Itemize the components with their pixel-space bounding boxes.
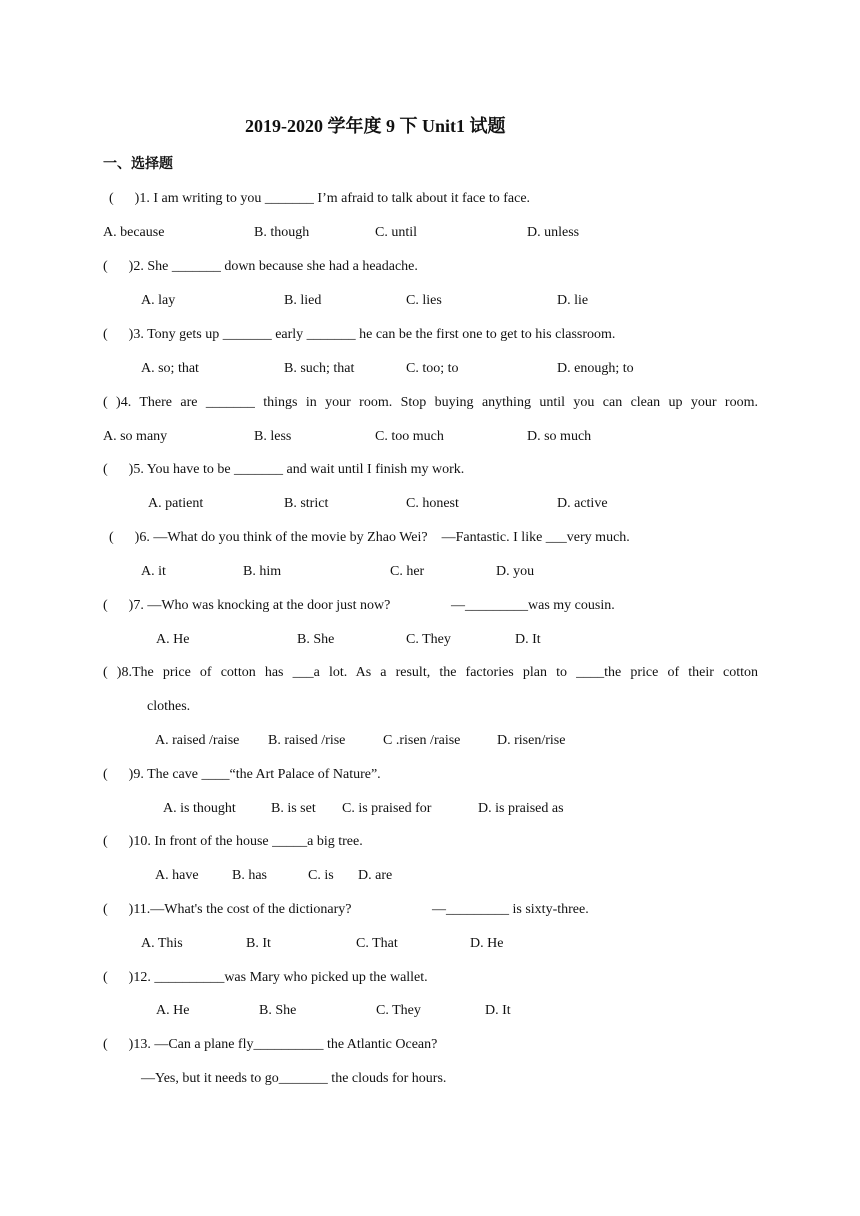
q6-option-d: D. you: [496, 564, 535, 579]
question-4: ( )4. There are _______ things in your room. Stop buying anything until you can clean up your room.: [103, 395, 758, 410]
q10-option-d: D. are: [358, 868, 393, 883]
question-7-reply: —_________was my cousin.: [451, 598, 615, 613]
question-1: ( )1. I am writing to you _______ I’m afraid to talk about it face to face.: [109, 191, 531, 206]
q4-option-b: B. less: [254, 429, 292, 444]
question-13-reply: —Yes, but it needs to go_______ the clouds for hours.: [141, 1071, 447, 1086]
question-8: ( )8.The price of cotton has ___a lot. As a result, the factories plan to ____the price of their cotton: [103, 665, 758, 680]
q5-option-c: C. honest: [406, 496, 459, 511]
q12-option-a: A. He: [156, 1003, 190, 1018]
q3-option-c: C. too; to: [406, 361, 459, 376]
q1-option-a: A. because: [103, 225, 165, 240]
q5-option-a: A. patient: [148, 496, 204, 511]
q6-option-c: C. her: [390, 564, 425, 579]
q12-option-d: D. It: [485, 1003, 511, 1018]
q2-option-d: D. lie: [557, 293, 589, 308]
q4-option-d: D. so much: [527, 429, 592, 444]
q11-option-c: C. That: [356, 936, 398, 951]
q9-option-d: D. is praised as: [478, 801, 564, 816]
question-2: ( )2. She _______ down because she had a headache.: [103, 259, 418, 274]
question-7: ( )7. —Who was knocking at the door just now?: [103, 598, 391, 613]
q2-option-a: A. lay: [141, 293, 176, 308]
q11-option-a: A. This: [141, 936, 183, 951]
q7-option-b: B. She: [297, 632, 335, 647]
question-5: ( )5. You have to be _______ and wait until I finish my work.: [103, 462, 465, 477]
q9-option-a: A. is thought: [163, 801, 236, 816]
q2-option-b: B. lied: [284, 293, 322, 308]
question-11: ( )11.—What's the cost of the dictionary?: [103, 902, 352, 917]
q7-option-a: A. He: [156, 632, 190, 647]
q4-option-a: A. so many: [103, 429, 168, 444]
q8-option-b: B. raised /rise: [268, 733, 346, 748]
q10-option-a: A. have: [155, 868, 199, 883]
q7-option-d: D. It: [515, 632, 541, 647]
q10-option-b: B. has: [232, 868, 267, 883]
question-9: ( )9. The cave ____“the Art Palace of Nature”.: [103, 767, 381, 782]
q1-option-c: C. until: [375, 225, 418, 240]
question-10: ( )10. In front of the house _____a big tree.: [103, 834, 363, 849]
q9-option-b: B. is set: [271, 801, 316, 816]
q1-option-d: D. unless: [527, 225, 580, 240]
q8-option-d: D. risen/rise: [497, 733, 566, 748]
q12-option-c: C. They: [376, 1003, 421, 1018]
q3-option-b: B. such; that: [284, 361, 355, 376]
q11-option-d: D. He: [470, 936, 504, 951]
q6-option-a: A. it: [141, 564, 166, 579]
q2-option-c: C. lies: [406, 293, 442, 308]
question-6: ( )6. —What do you think of the movie by Zhao Wei? —Fantastic. I like ___very much.: [109, 530, 630, 545]
question-3: ( )3. Tony gets up _______ early _______ he can be the first one to get to his classroom.: [103, 327, 616, 342]
q3-option-a: A. so; that: [141, 361, 199, 376]
q6-option-b: B. him: [243, 564, 282, 579]
q12-option-b: B. She: [259, 1003, 297, 1018]
q11-option-b: B. It: [246, 936, 271, 951]
q5-option-d: D. active: [557, 496, 608, 511]
q5-option-b: B. strict: [284, 496, 329, 511]
section-heading: 一、选择题: [103, 156, 173, 172]
q4-option-c: C. too much: [375, 429, 444, 444]
question-12: ( )12. __________was Mary who picked up the wallet.: [103, 970, 428, 985]
page-title: 2019-2020 学年度 9 下 Unit1 试题: [245, 116, 506, 136]
q7-option-c: C. They: [406, 632, 451, 647]
q8-option-c: C .risen /raise: [383, 733, 461, 748]
q1-option-b: B. though: [254, 225, 310, 240]
q10-option-c: C. is: [308, 868, 334, 883]
question-13: ( )13. —Can a plane fly__________ the Atlantic Ocean?: [103, 1037, 438, 1052]
question-11-reply: —_________ is sixty-three.: [432, 902, 589, 917]
q9-option-c: C. is praised for: [342, 801, 432, 816]
q8-option-a: A. raised /raise: [155, 733, 240, 748]
question-8-continued: clothes.: [147, 699, 191, 714]
q3-option-d: D. enough; to: [557, 361, 634, 376]
